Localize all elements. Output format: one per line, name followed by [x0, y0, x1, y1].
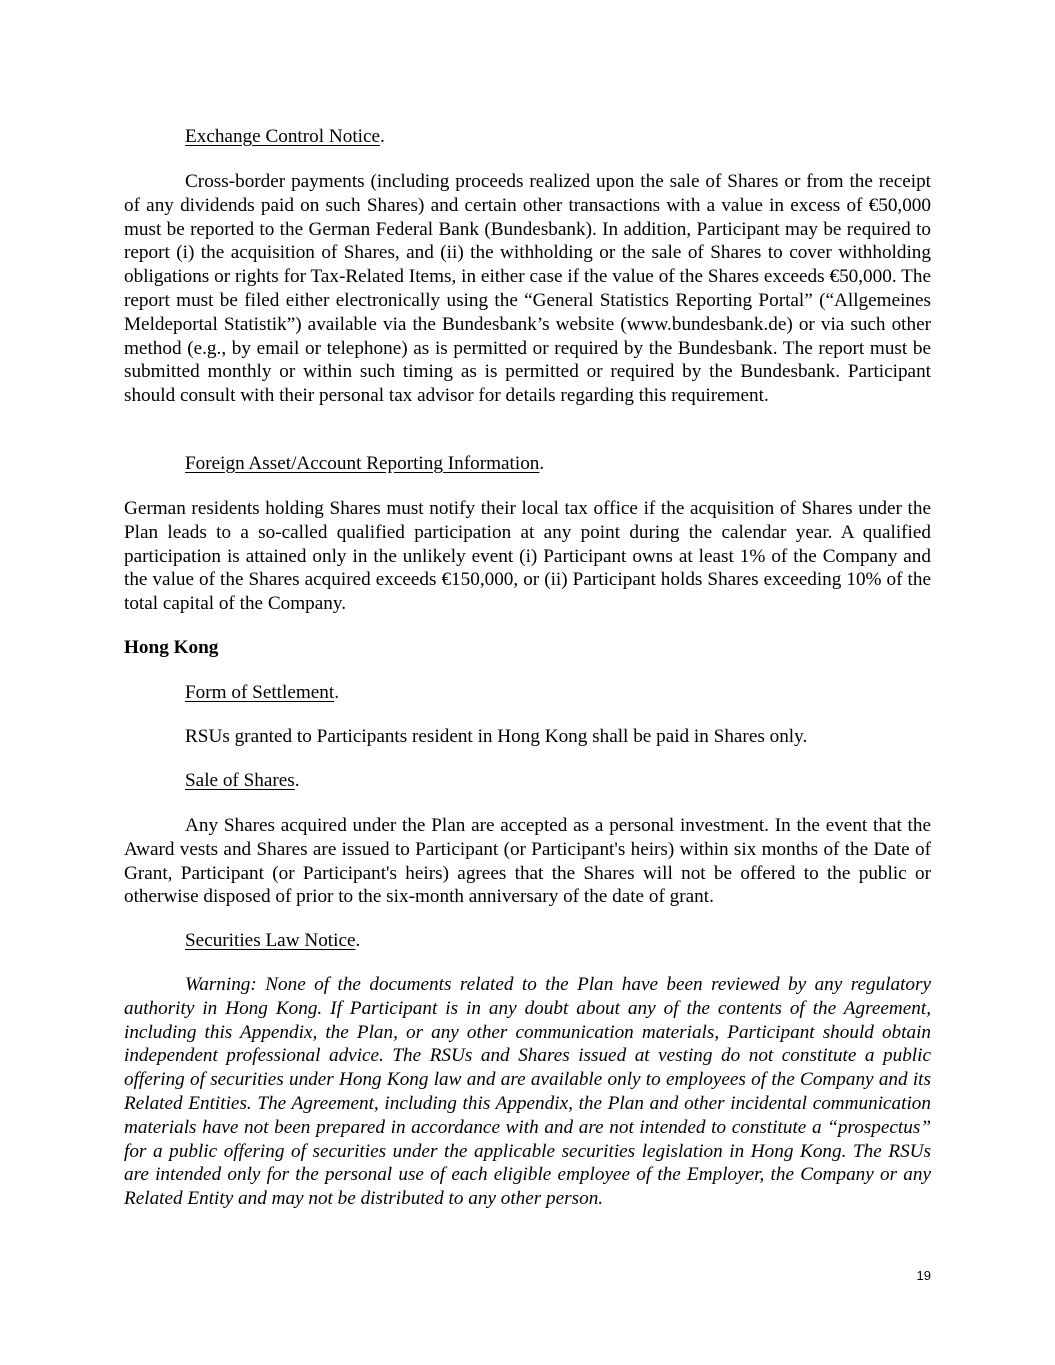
exchange-control-heading: [124, 125, 931, 149]
foreign-asset-heading: [124, 452, 931, 476]
securities-law-heading: [124, 929, 931, 953]
exchange-control-heading-text: Exchange Control Notice: [185, 126, 381, 147]
heading-period: .: [355, 930, 361, 951]
heading-period: .: [539, 453, 545, 474]
hong-kong-country-heading: Hong Kong: [124, 637, 219, 658]
form-of-settlement-paragraph: RSUs granted to Participants resident in Hong Kong shall be paid in Shares only.: [185, 726, 808, 747]
exchange-control-paragraph: Cross-border payments (including proceeds realized upon the sale of Shares or from the receipt of any dividends paid on such Shares) and certain other transactions with a value in excess of €50,000 must be reported to the German Federal Bank (Bundesbank). In addition, Participant may be required to report (i) the acquisition of Shares, and (ii) the withholding or the sale of Shares to cover withholding obligations or rights for Tax-Related Items, in either case if the value of the Shares exceeds €50,000. The report must be filed either electronically using the “General Statistics Reporting Portal” (“Allgemeines Meldeportal Statistik”) available via the Bundesbank’s website (www.bundesbank.de) or via such other method (e.g., by email or telephone) as is permitted or required by the Bundesbank. The report must be submitted monthly or within such timing as is permitted or required by the Bundesbank. Participant should consult with their personal tax advisor for details regarding this requirement.: [124, 171, 931, 407]
sale-of-shares-paragraph: Any Shares acquired under the Plan are accepted as a personal investment. In the event that the Award vests and Shares are issued to Participant (or Participant's heirs) within six months of the Date of Grant, Participant (or Participant's heirs) agrees that the Shares will not be offered to the public or otherwise disposed of prior to the six-month anniversary of the date of grant.: [124, 815, 931, 908]
heading-period: .: [294, 770, 300, 791]
form-of-settlement-heading-text: Form of Settlement: [185, 682, 335, 703]
heading-period: .: [380, 126, 385, 147]
foreign-asset-heading-text: Foreign Asset/Account Reporting Information: [185, 453, 540, 474]
sale-of-shares-heading-text: Sale of Shares: [185, 770, 295, 791]
form-of-settlement-heading: [124, 681, 931, 705]
securities-law-warning-paragraph: Warning: None of the documents related to the Plan have been reviewed by any regulatory authority in Hong Kong. If Participant is in any doubt about any of the contents of the Agreement, including this Appendix, the Plan, or any other communication materials, Participant should obtain independent professional advice. The RSUs and Shares issued at vesting do not constitute a public offering of securities under Hong Kong law and are available only to employees of the Company and its Related Entities. The Agreement, including this Appendix, the Plan and other incidental communication materials have not been prepared in accordance with and are not intended to constitute a “prospectus” for a public offering of securities under the applicable securities legislation in Hong Kong. The RSUs are intended only for the personal use of each eligible employee of the Employer, the Company or any Related Entity and may not be distributed to any other person.: [124, 974, 931, 1210]
securities-law-heading-text: Securities Law Notice: [185, 930, 356, 951]
sale-of-shares-heading: [124, 769, 931, 793]
page-number: 19: [916, 1268, 931, 1283]
heading-period: .: [334, 682, 340, 703]
foreign-asset-paragraph: German residents holding Shares must notify their local tax office if the acquisition of Shares under the Plan leads to a so-called qualified participation at any point during the calendar year. A qualified participation is attained only in the unlikely event (i) Participant owns at least 1% of the Company and the value of the Shares acquired exceeds €150,000, or (ii) Participant holds Shares exceeding 10% of the total capital of the Company.: [124, 498, 931, 615]
